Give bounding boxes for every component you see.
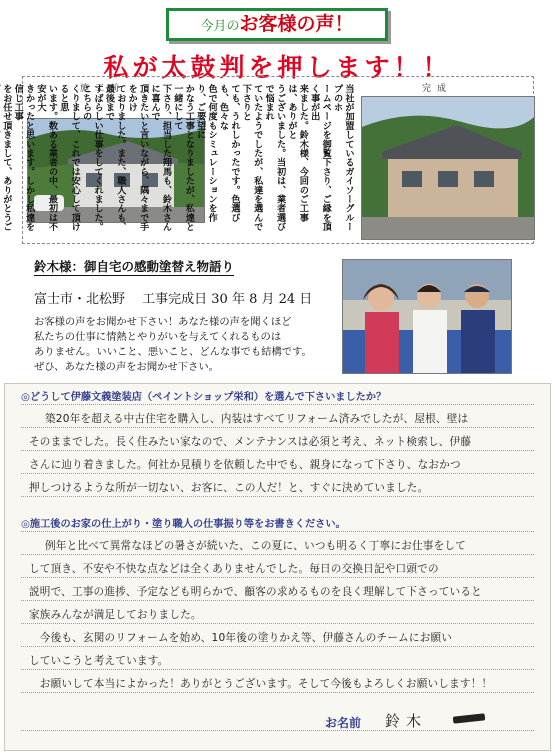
testimonial-column: くりまして、これでは安心して頂けると思 [57, 84, 81, 232]
testimonial-column: すばらしい仕事をしてくれました。こちらの [80, 84, 104, 232]
intro-line: 私たちの仕事に情熱とやりがいを与えてくれるものは [34, 331, 282, 343]
ruled-line [21, 692, 534, 693]
answer-2-line: していこうと考えています。 [29, 655, 169, 667]
answer-2-line: 例年と比べて異常なほどの暑さが続いた、この夏に、いつも明るく丁寧にお仕事をして [45, 540, 466, 552]
testimonial-column: います。数ある業者の中、最初は不安が大 [35, 84, 58, 232]
testimonial-column: ても、うれしかったです。色選びも、色々な [217, 84, 240, 222]
header-banner [166, 8, 388, 41]
answer-2-line: お願いして本当によかった！ありがとうございます。そして今後もよろしくお願いします！！ [29, 678, 493, 690]
intro-line: ありません。いいこと、悪いこと、どんな事でも結構です。 [34, 346, 312, 358]
testimonial-column: ームページを御覧下さり、ご縁を頂く事が出 [308, 84, 332, 232]
ruled-line [21, 600, 534, 601]
after-label: 完成 [422, 84, 453, 94]
answer-2-line: 家族みんなが満足しておりました。 [29, 609, 202, 621]
questionnaire-card [4, 383, 551, 751]
ruled-line [21, 496, 534, 497]
answer-1-line: 押しつけるような所が一切ない、お客に、この人だ！と、すぐに決めていました。 [29, 482, 429, 494]
ruled-line [21, 669, 534, 670]
ruled-line [21, 531, 534, 532]
testimonial-column: 色で何度もシミュレーションを作り、ご要望に [194, 84, 218, 222]
testimonial-column: かなう工事となりましたが、私達と一緒にして [171, 84, 195, 232]
testimonial-column: ておりました。また、職人さんも、最後まで [103, 84, 126, 232]
ruled-line [21, 577, 534, 578]
customer-photo [342, 259, 512, 374]
ruled-line [21, 623, 534, 624]
answer-1-line: さんに辿り着きました。何社か見積りを依頼した中でも、親身になって下さり、なおかつ [29, 459, 461, 471]
answer-1-line: そのままでした。長く住みたい家なので、メンテナンスは必須と考え、ネット検索し、伊藤 [29, 436, 472, 448]
redaction-mark [453, 713, 486, 723]
header-title: お客様の声！ [239, 13, 354, 35]
answer-2-line: して頂き、不安や不快な点などは全くありませんでした。毎日の交換日記や口頭での [29, 563, 439, 575]
ruled-line [21, 450, 534, 451]
completion-date: 富士市・北松野 工事完成日 30 年 8 月 24 日 [34, 292, 313, 307]
intro-line: ぜひ、あなた様の声をお聞かせ下さい。 [34, 361, 219, 373]
testimonial-column: 当社が加盟しているガイソーグループのホ [331, 84, 354, 232]
answer-2-line: 今後も、玄関のリフォームを始め、10年後の塗りかえ等、伊藤さんのチームにお願い [29, 632, 453, 644]
intro-text [34, 315, 330, 375]
intro-line: お客様の声をお聞かせ下さい！あなた様の声を聞くほど [34, 316, 292, 328]
before-label: 施工前 [80, 84, 126, 94]
ruled-line [21, 473, 534, 474]
testimonial-column: 来ました。鈴木様、今回のご工事は、ありがと [285, 84, 309, 222]
ruled-line [21, 646, 534, 647]
ruled-line [21, 730, 534, 731]
ruled-line [21, 554, 534, 555]
testimonial-column: うございました。当初は、業者選びで悩まれ [263, 84, 286, 232]
testimonial-column: ていたようでしたが、私達を選んで下さりと [240, 84, 263, 232]
testimonial-column: 下さり、担当した翔馬も、鈴木さんに喜んで [149, 84, 172, 232]
testimonial-column: 頂きたいと言いながら、隅々まで手をかけ [126, 84, 149, 232]
after-photo [361, 96, 535, 240]
header-small-text: 今月の [200, 19, 240, 34]
testimonial-column: きかったと思います。しかし私達を信じ工事 [12, 84, 35, 232]
question-1: ◎どうして伊藤文義塗装店（ペイントショップ栄和）を選んで下さいましたか？ [21, 392, 387, 403]
tagline: 私が太鼓判を押します！！ [103, 53, 452, 82]
answer-1-line: 築20年を超える中古住宅を購入し、内装はすべてリフォーム済みでしたが、屋根、壁は [45, 413, 469, 425]
name-label: お名前 [325, 716, 362, 730]
ruled-line [21, 427, 534, 428]
customer-title: 鈴木様：御自宅の感動塗替え物語り [34, 259, 235, 274]
testimonial-column: をお任せ頂きまして、ありがとうご [0, 84, 12, 232]
question-2: ◎施工後のお家の仕上がり・塗り職人の仕事振り等をお書きください。 [21, 519, 346, 530]
ruled-line [21, 404, 534, 405]
name-value: 鈴木 [385, 712, 428, 730]
answer-2-line: 説明で、工事の進捗、予定なども明らかで、顧客の求めるものを良く理解して下さっていると [29, 586, 482, 598]
